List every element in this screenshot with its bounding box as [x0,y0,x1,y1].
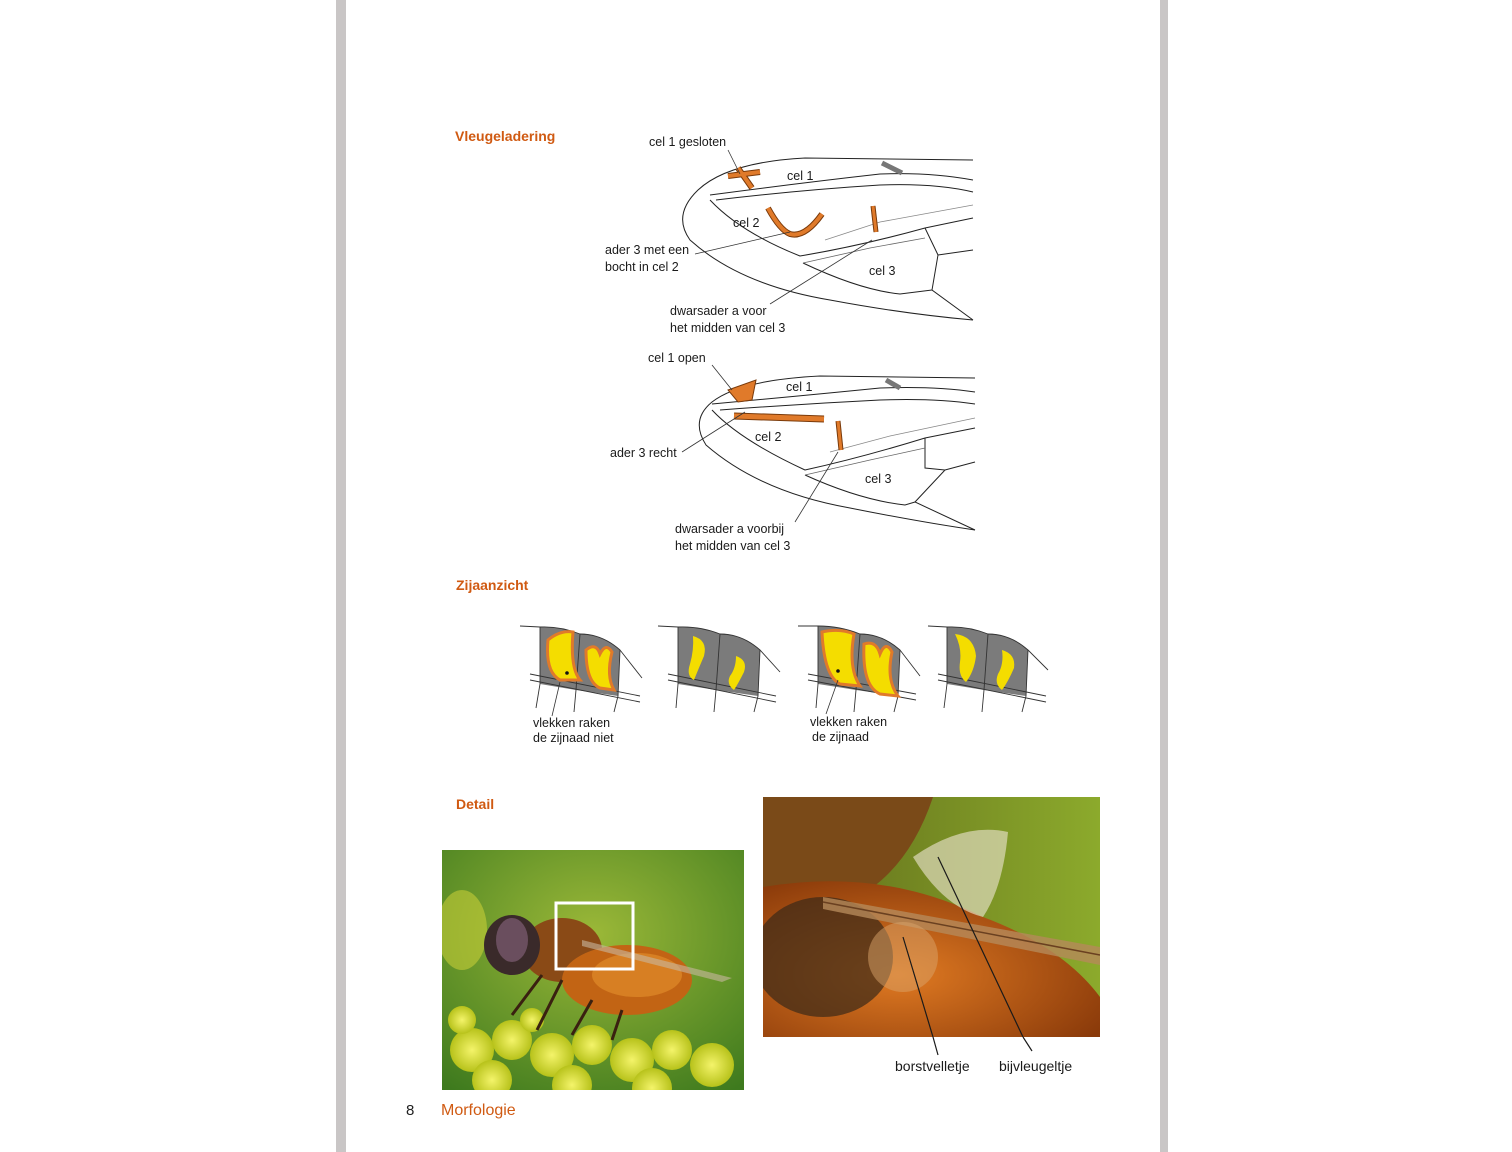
label-top-cel3: cel 3 [869,264,896,278]
photo-hoverfly [442,850,744,1090]
chapter-title: Morfologie [441,1102,516,1119]
label-dwars-voorbij-line2: het midden van cel 3 [675,539,791,553]
wing-diagram-top [683,158,973,320]
abdomen-figure-d [928,626,1048,712]
label-top-cel2: cel 2 [733,216,760,230]
label-borstvelletje: borstvelletje [895,1058,970,1074]
label-bottom-cel3: cel 3 [865,472,892,486]
photo-detail-closeup [763,797,1100,1037]
label-cel1-open: cel 1 open [648,351,706,365]
label-bijvleugeltje: bijvleugeltje [999,1058,1073,1074]
label-ader-bocht-line1: ader 3 met een [605,243,690,257]
section-title-detail: Detail [456,796,495,812]
label-bottom-cel2: cel 2 [755,430,782,444]
section-title-wing: Vleugeladering [455,128,556,144]
label-vlekken-wel-line1: vlekken raken [810,715,888,729]
label-vlekken-niet-line1: vlekken raken [533,716,611,730]
label-dwars-voorbij-line1: dwarsader a voorbij [675,522,785,536]
section-title-side: Zijaanzicht [456,577,529,593]
abdomen-figure-a [520,626,642,712]
page-number: 8 [406,1102,415,1119]
label-dwars-voor-line2: het midden van cel 3 [670,321,786,335]
label-bottom-cel1: cel 1 [786,380,813,394]
wing-bottom-highlights [728,380,841,450]
abdomen-figure-b [658,626,780,712]
closeup-pointer-tails [900,1037,1300,1057]
label-top-cel1: cel 1 [787,169,814,183]
label-vlekken-niet-line2: de zijnaad niet [533,731,614,745]
label-ader-recht: ader 3 recht [610,446,677,460]
label-vlekken-wel-line2: de zijnaad [812,730,869,744]
abdomen-figure-c [798,626,920,712]
label-cel1-gesloten: cel 1 gesloten [649,135,727,149]
label-ader-bocht-line2: bocht in cel 2 [605,260,679,274]
label-dwars-voor-line1: dwarsader a voor [670,304,767,318]
